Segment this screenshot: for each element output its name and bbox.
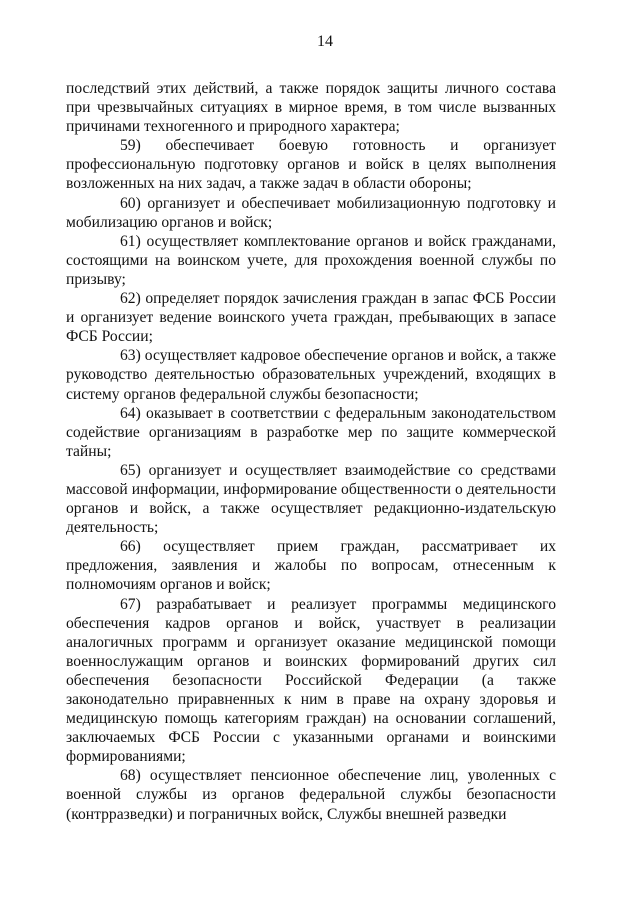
paragraph-item-67: 67) разрабатывает и реализует программы медицинского обеспечения кадров органов и войск, участвует в реализации аналогичных программ и организует оказание медицинской помощи военнослужащим органов и воинских формирований других сил обеспечения безопасности Российской Федерации (а также законодательно приравненных к ним в праве на охрану здоровья и медицинскую помощь категориям граждан) на основании соглашений, заключаемых ФСБ России с указанными органами и воинскими формированиями; (66, 595, 556, 766)
paragraph-item-59: 59) обеспечивает боевую готовность и организует профессиональную подготовку органов и войск в целях выполнения возложенных на них задач, а также задач в области обороны; (66, 137, 556, 193)
paragraph-item-65: 65) организует и осуществляет взаимодействие со средствами массовой информации, информирование общественности о деятельности органов и войск, а также осуществляет редакционно-издательскую деятельность; (66, 461, 556, 537)
paragraph-item-61: 61) осуществляет комплектование органов и войск гражданами, состоящими на воинском учете, для прохождения военной службы по призыву; (66, 232, 556, 288)
paragraph-item-62: 62) определяет порядок зачисления граждан в запас ФСБ России и организует ведение воинского учета граждан, пребывающих в запасе ФСБ России; (66, 290, 556, 346)
paragraph-item-68: 68) осуществляет пенсионное обеспечение лиц, уволенных с военной службы из органов федеральной службы безопасности (контрразведки) и пограничных войск, Службы внешней разведки (66, 767, 556, 823)
paragraph-continuation: последствий этих действий, а также порядок защиты личного состава при чрезвычайных ситуациях в мирное время, в том числе вызванных причинами техногенного и природного характера; (66, 80, 556, 136)
paragraph-item-63: 63) осуществляет кадровое обеспечение органов и войск, а также руководство деятельностью образовательных учреждений, входящих в систему органов федеральной службы безопасности; (66, 347, 556, 403)
paragraph-item-66: 66) осуществляет прием граждан, рассматривает их предложения, заявления и жалобы по вопросам, отнесенным к полномочиям органов и войск; (66, 538, 556, 594)
paragraph-item-64: 64) оказывает в соответствии с федеральным законодательством содействие организациям в разработке мер по защите коммерческой тайны; (66, 404, 556, 460)
paragraph-item-60: 60) организует и обеспечивает мобилизационную подготовку и мобилизацию органов и войск; (66, 194, 556, 231)
page-number: 14 (317, 33, 333, 50)
document-body (66, 79, 556, 824)
